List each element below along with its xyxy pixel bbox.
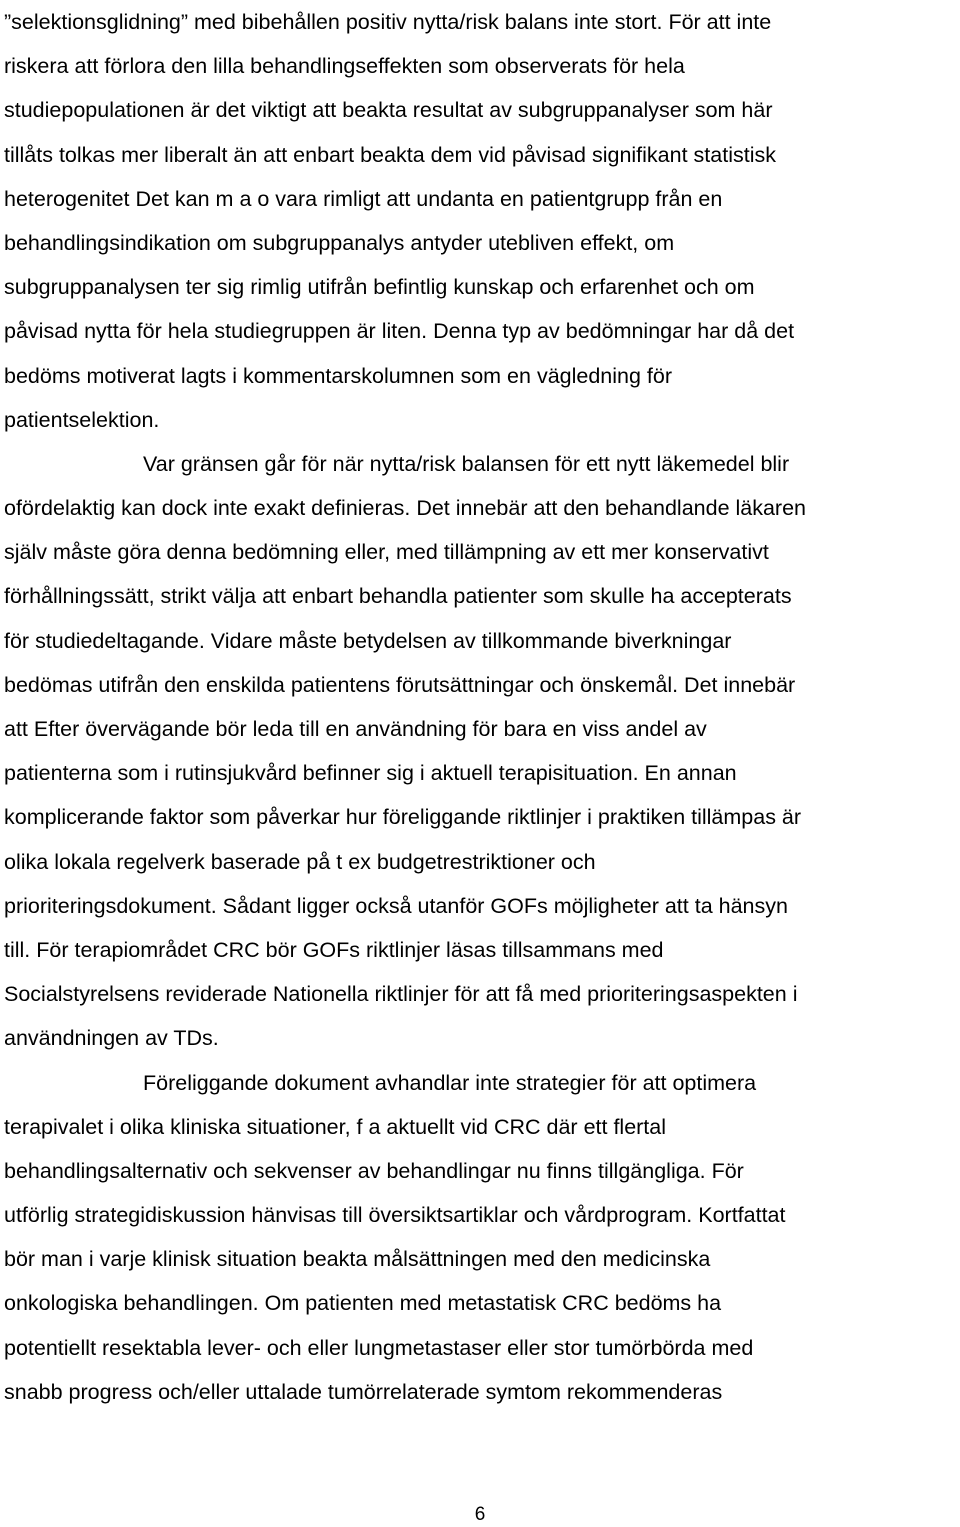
text-line: förhållningssätt, strikt välja att enbart behandla patienter som skulle ha accepterats [4, 584, 792, 609]
text-line: Socialstyrelsens reviderade Nationella riktlinjer för att få med prioriteringsaspekten i [4, 982, 798, 1007]
paragraph-start-line: Var gränsen går för när nytta/risk balansen för ett nytt läkemedel blir [143, 451, 790, 476]
text-line: behandlingsalternativ och sekvenser av behandlingar nu finns tillgängliga. För [4, 1158, 744, 1183]
text-line: bedömas utifrån den enskilda patientens förutsättningar och önskemål. Det innebär [4, 672, 796, 697]
text-line: studiepopulationen är det viktigt att beakta resultat av subgruppanalyser som här [4, 98, 773, 123]
text-line: patienterna som i rutinsjukvård befinner sig i aktuell terapisituation. En annan [4, 761, 737, 786]
text-line: patientselektion. [4, 407, 160, 432]
text-line: terapivalet i olika kliniska situationer, f a aktuellt vid CRC där ett flertal [4, 1114, 667, 1139]
paragraph-start-line: Föreliggande dokument avhandlar inte strategier för att optimera [143, 1070, 757, 1095]
text-line: riskera att förlora den lilla behandlingseffekten som observerats för hela [4, 54, 685, 79]
page-number: 6 [474, 1504, 486, 1525]
text-line: potentiellt resektabla lever- och eller lungmetastaser eller stor tumörbörda med [4, 1335, 754, 1360]
text-line: att Efter övervägande bör leda till en användning för bara en viss andel av [4, 717, 707, 741]
text-line: användningen av TDs. [4, 1026, 219, 1051]
text-line: bör man i varje klinisk situation beakta målsättningen med den medicinska [4, 1247, 711, 1272]
text-line: onkologiska behandlingen. Om patienten med metastatisk CRC bedöms ha [4, 1291, 722, 1316]
text-line: behandlingsindikation om subgruppanalys antyder utebliven effekt, om [4, 230, 675, 255]
text-line: till. För terapiområdet CRC bör GOFs riktlinjer läsas tillsammans med [4, 937, 664, 962]
text-line: själv måste göra denna bedömning eller, med tillämpning av ett mer konservativt [4, 540, 769, 565]
text-line: subgruppanalysen ter sig rimlig utifrån befintlig kunskap och erfarenhet och om [4, 275, 755, 300]
text-line: prioriteringsdokument. Sådant ligger också utanför GOFs möjligheter att ta hänsyn [4, 893, 788, 918]
text-line: ”selektionsglidning” med bibehållen positiv nytta/risk balans inte stort. För att inte [4, 10, 772, 34]
text-line: olika lokala regelverk baserade på t ex budgetrestriktioner och [4, 849, 596, 874]
text-line: utförlig strategidiskussion hänvisas till översiktsartiklar och vårdprogram. Kortfattat [4, 1203, 786, 1228]
text-line: bedöms motiverat lagts i kommentarskolumnen som en vägledning för [4, 363, 673, 388]
body-text [4, 0, 960, 1414]
text-line: för studiedeltagande. Vidare måste betydelsen av tillkommande biverkningar [4, 628, 732, 653]
text-line: påvisad nytta för hela studiegruppen är liten. Denna typ av bedömningar har då det [4, 319, 795, 344]
text-line: tillåts tolkas mer liberalt än att enbart beakta dem vid påvisad signifikant statistisk [4, 142, 776, 167]
text-line: heterogenitet Det kan m a o vara rimligt att undanta en patientgrupp från en [4, 186, 723, 211]
text-line: snabb progress och/eller uttalade tumörrelaterade symtom rekommenderas [4, 1379, 723, 1404]
text-line: ofördelaktig kan dock inte exakt definieras. Det innebär att den behandlande läkaren [4, 496, 807, 521]
text-line: komplicerande faktor som påverkar hur föreliggande riktlinjer i praktiken tillämpas är [4, 805, 802, 830]
